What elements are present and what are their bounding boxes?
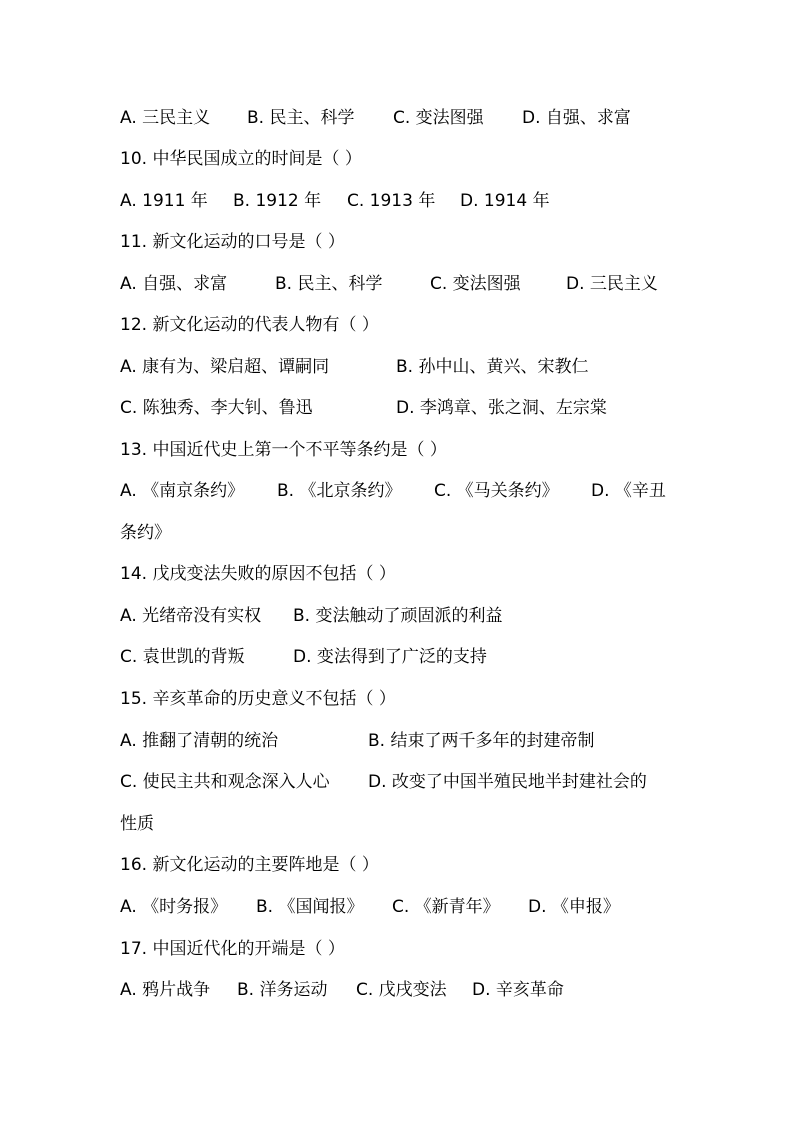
q17-option-d: D. 辛亥革命 <box>472 980 564 1000</box>
q15-stem: 15. 辛亥革命的历史意义不包括（ ） <box>120 689 396 709</box>
q11-stem: 11. 新文化运动的口号是（ ） <box>120 232 345 252</box>
q10-option-d: D. 1914 年 <box>460 191 550 211</box>
q13-option-a: A. 《南京条约》 <box>120 481 245 501</box>
q14-option-a: A. 光绪帝没有实权 <box>120 606 262 626</box>
q16-option-c: C. 《新青年》 <box>392 897 500 917</box>
q13-option-c: C. 《马关条约》 <box>434 481 559 501</box>
q10-option-a: A. 1911 年 <box>120 191 208 211</box>
q13-continuation: 条约》 <box>120 523 171 543</box>
q13-option-b: B. 《北京条约》 <box>277 481 402 501</box>
q16-stem: 16. 新文化运动的主要阵地是（ ） <box>120 855 379 875</box>
q11-option-d: D. 三民主义 <box>566 274 658 294</box>
q15-option-b: B. 结束了两千多年的封建帝制 <box>368 731 595 751</box>
q12-option-c: C. 陈独秀、李大钊、鲁迅 <box>120 398 313 418</box>
q12-option-b: B. 孙中山、黄兴、宋教仁 <box>396 357 589 377</box>
q17-option-a: A. 鸦片战争 <box>120 980 211 1000</box>
q10-option-b: B. 1912 年 <box>233 191 322 211</box>
q11-option-c: C. 变法图强 <box>430 274 521 294</box>
q16-option-d: D. 《申报》 <box>528 897 620 917</box>
q10-stem: 10. 中华民国成立的时间是（ ） <box>120 149 362 169</box>
q14-option-b: B. 变法触动了顽固派的利益 <box>293 606 503 626</box>
q9-option-d: D. 自强、求富 <box>522 108 631 128</box>
q14-option-c: C. 袁世凯的背叛 <box>120 647 245 667</box>
q15-option-c: C. 使民主共和观念深入人心 <box>120 772 330 792</box>
q17-option-b: B. 洋务运动 <box>237 980 328 1000</box>
q12-option-d: D. 李鸿章、张之洞、左宗棠 <box>396 398 607 418</box>
q11-option-b: B. 民主、科学 <box>275 274 383 294</box>
q15-option-d: D. 改变了中国半殖民地半封建社会的 <box>368 772 647 792</box>
q13-option-d: D. 《辛丑 <box>591 481 666 501</box>
q9-option-c: C. 变法图强 <box>393 108 484 128</box>
q13-stem: 13. 中国近代史上第一个不平等条约是（ ） <box>120 440 447 460</box>
q11-option-a: A. 自强、求富 <box>120 274 228 294</box>
q17-stem: 17. 中国近代化的开端是（ ） <box>120 939 345 959</box>
q14-option-d: D. 变法得到了广泛的支持 <box>293 647 487 667</box>
q15-option-a: A. 推翻了清朝的统治 <box>120 731 279 751</box>
q14-stem: 14. 戊戌变法失败的原因不包括（ ） <box>120 564 396 584</box>
q16-option-a: A. 《时务报》 <box>120 897 228 917</box>
q16-option-b: B. 《国闻报》 <box>256 897 364 917</box>
q9-option-b: B. 民主、科学 <box>247 108 355 128</box>
q17-option-c: C. 戊戌变法 <box>356 980 447 1000</box>
q15-continuation: 性质 <box>120 814 154 834</box>
q12-stem: 12. 新文化运动的代表人物有（ ） <box>120 315 379 335</box>
q9-option-a: A. 三民主义 <box>120 108 211 128</box>
q10-option-c: C. 1913 年 <box>347 191 436 211</box>
q12-option-a: A. 康有为、梁启超、谭嗣同 <box>120 357 330 377</box>
